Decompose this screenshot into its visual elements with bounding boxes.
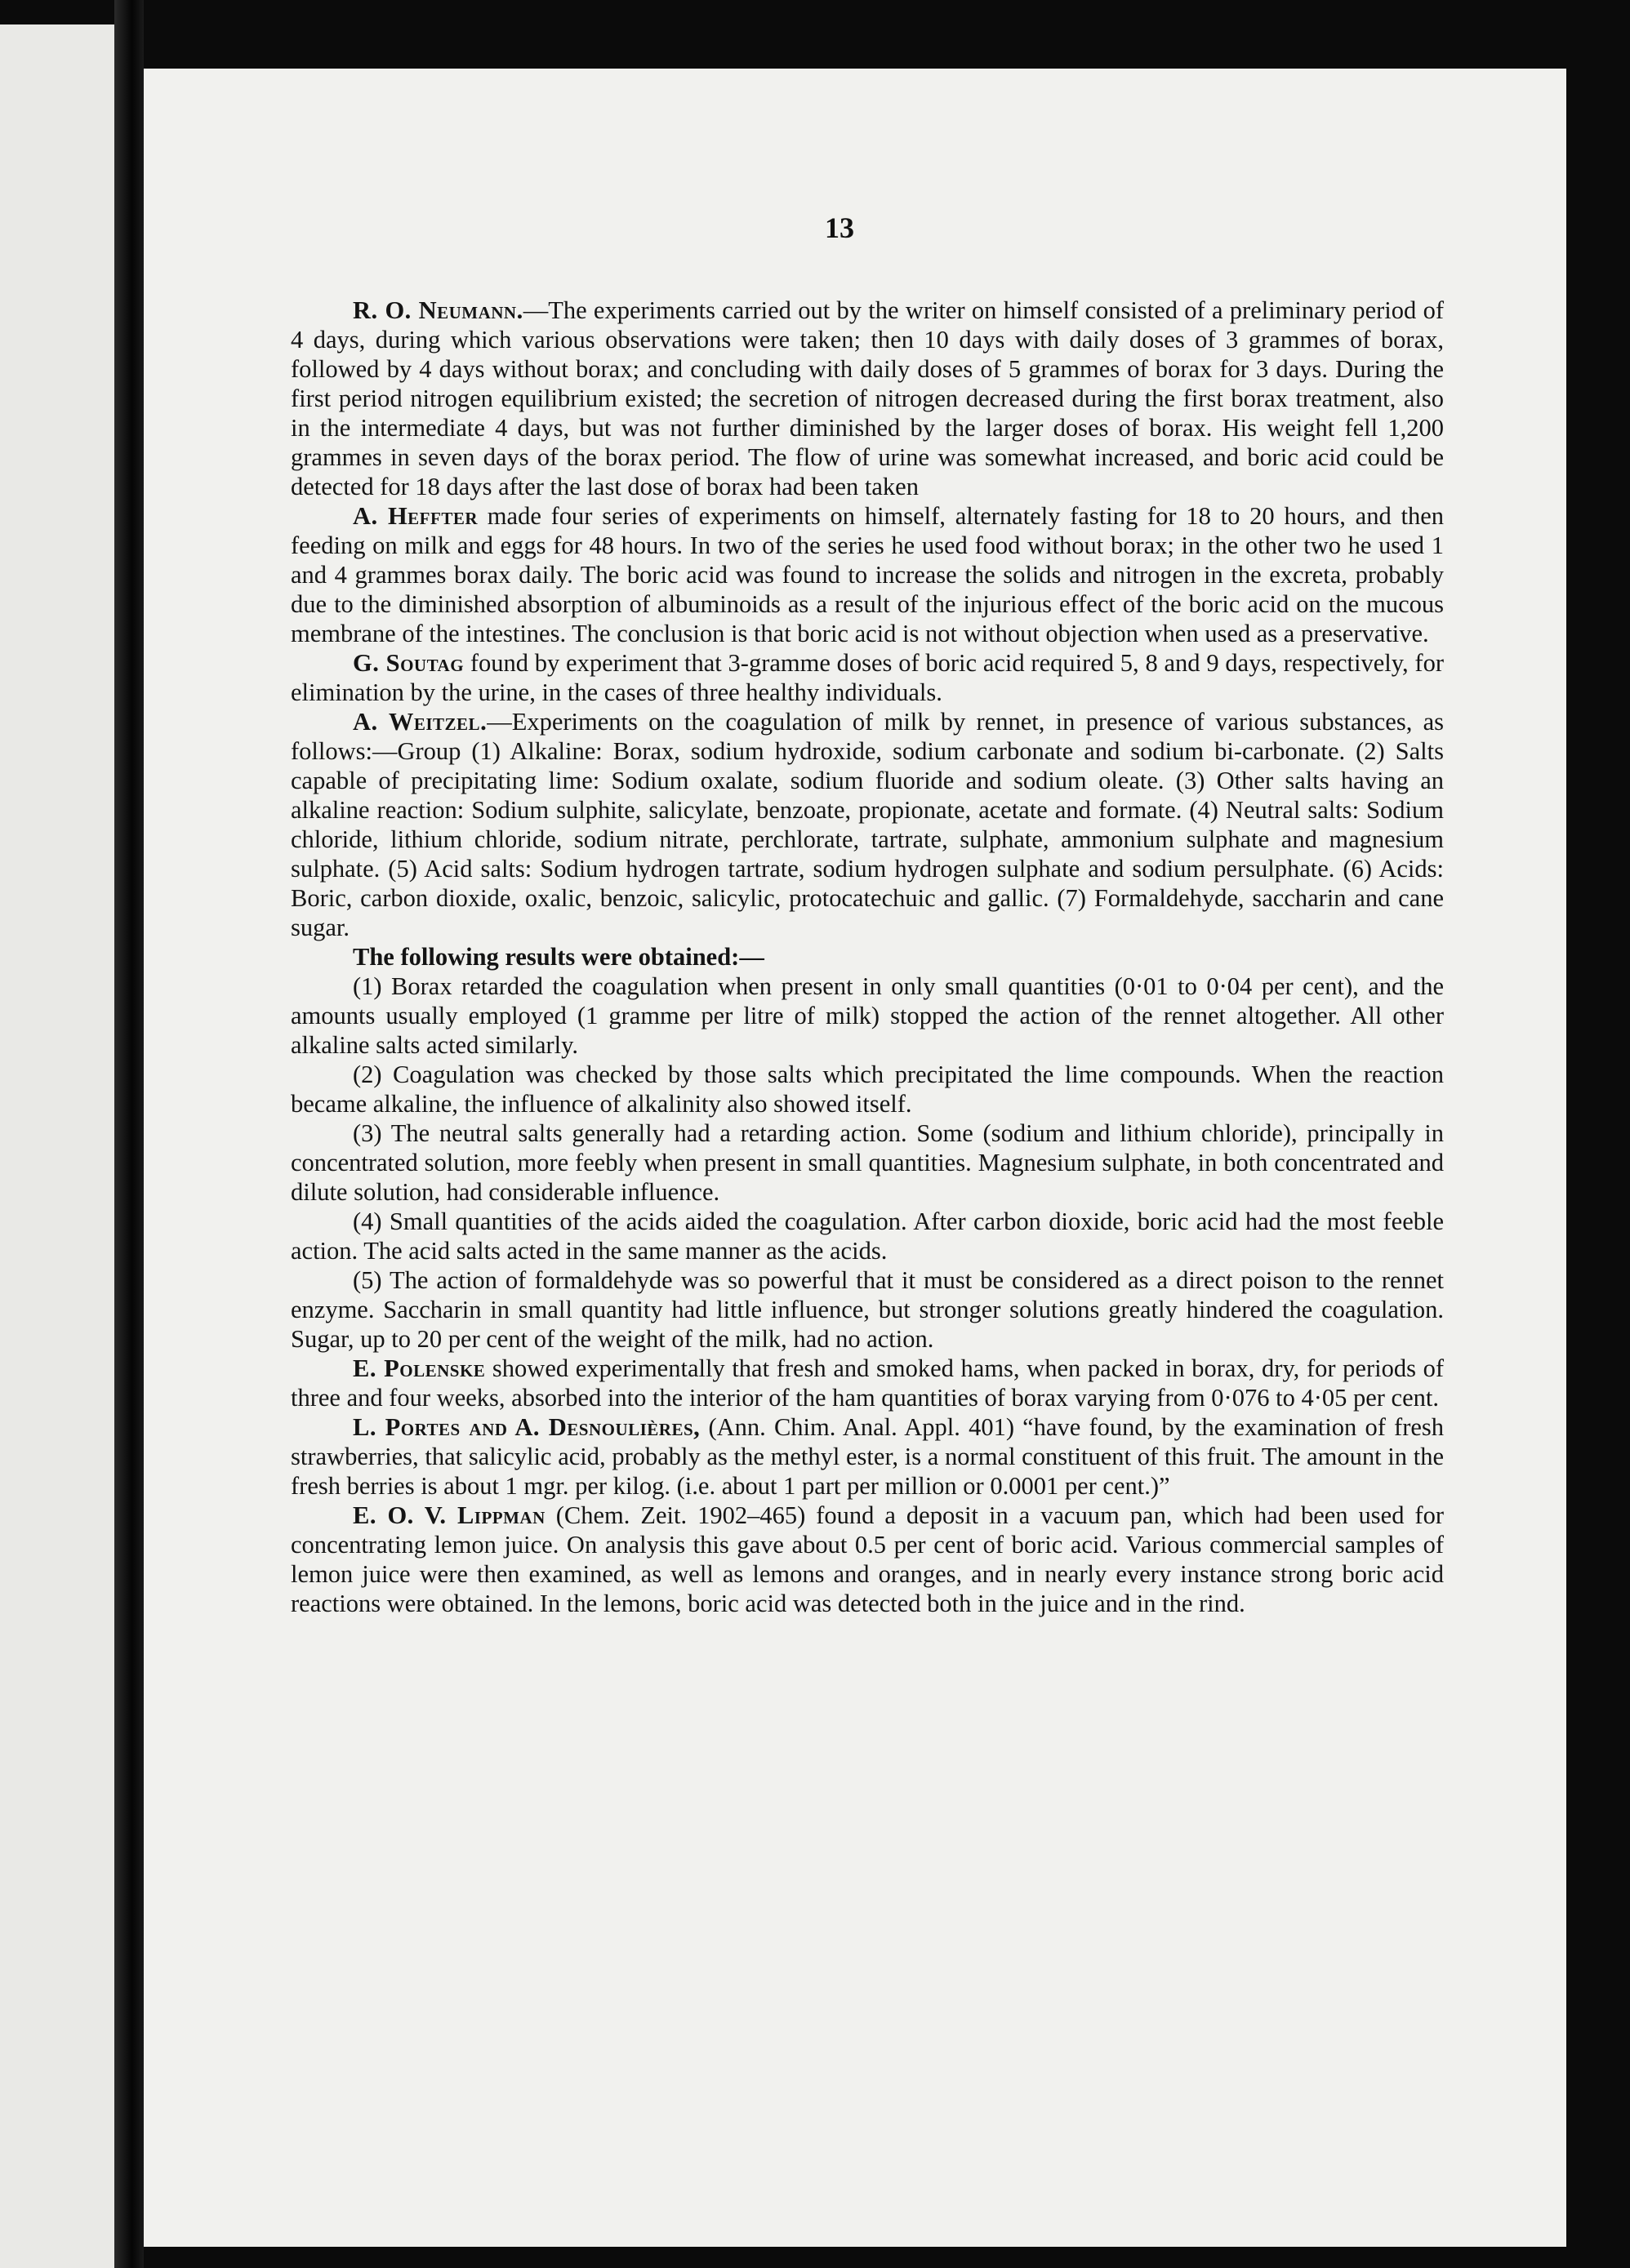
author-name: A. Heffter [353, 502, 479, 530]
page-body [291, 296, 1444, 1618]
paragraph-text: (Chem. Zeit. 1902–465) found a deposit in a vacuum pan, which had been used for concentrating lemon juice. On analysis this gave about 0.5 per cent of boric acid. Various commercial samples of lemon juice were then examined, as well as lemons and oranges, and in nearly every instance strong boric acid reactions were obtained. In the lemons, boric acid was detected both in the juice and in the rind. [291, 1501, 1444, 1617]
paragraph-text: —The experiments carried out by the writer on himself consisted of a preliminary period of 4 days, during which various observations were taken; then 10 days with daily doses of 3 grammes of borax, followed by 4 days without borax; and concluding with daily doses of 5 grammes of borax for 3 days. During the first period nitrogen equilibrium existed; the secretion of nitrogen decreased during the first borax treatment, also in the intermediate 4 days, but was not further diminished by the larger doses of borax. His weight fell 1,200 grammes in seven days of the borax period. The flow of urine was somewhat increased, and boric acid could be detected for 18 days after the last dose of borax had been taken [291, 296, 1444, 500]
page-number: 13 [825, 211, 854, 244]
result-item: (1) Borax retarded the coagulation when present in only small quantities (0·01 to 0·04 per cent), and the amounts usually employed (1 gramme per litre of milk) stopped the action of the rennet altogether. All other alkaline salts acted similarly. [291, 972, 1444, 1059]
paragraph-soutag [291, 648, 1444, 707]
author-name: G. Soutag [353, 649, 465, 677]
paragraph-text: (Ann. Chim. Anal. Appl. 401) “have found, by the examination of fresh strawberries, that salicylic acid, probably as the methyl ester, is a normal constituent of this fruit. The amount in the fresh berries is about 1 mgr. per kilog. (i.e. about 1 part per million or 0.0001 per cent.)” [291, 1413, 1445, 1500]
result-item: (4) Small quantities of the acids aided the coagulation. After carbon dioxide, boric acid had the most feeble action. The acid salts acted in the same manner as the acids. [291, 1207, 1444, 1265]
paragraph-text: showed experimentally that fresh and smoked hams, when packed in borax, dry, for periods of three and four weeks, absorbed into the interior of the ham quantities of borax varying from 0·076 to 4·05 per cent. [291, 1354, 1444, 1412]
author-name: A. Weitzel. [353, 708, 488, 736]
result-item: (3) The neutral salts generally had a retarding action. Some (sodium and lithium chloride), principally in concentrated solution, more feebly when present in small quantities. Magnesium sulphate, in both concentrated and dilute solution, had considerable influence. [291, 1119, 1444, 1206]
author-name: L. Portes and A. Desnoulières, [353, 1413, 701, 1441]
paragraph-portes [291, 1412, 1444, 1501]
result-item: (2) Coagulation was checked by those salts which precipitated the lime compounds. When the reaction became alkaline, the influence of alkalinity also showed itself. [291, 1061, 1444, 1118]
author-name: R. O. Neumann. [353, 296, 523, 324]
paragraph-text: made four series of experiments on himself, alternately fasting for 18 to 20 hours, and then feeding on milk and eggs for 48 hours. In two of the series he used food without borax; in the other two he used 1 and 4 grammes borax daily. The boric acid was found to increase the solids and nitrogen in the excreta, probably due to the diminished absorption of albuminoids as a result of the injurious effect of the boric acid on the mucous membrane of the intestines. The conclusion is that boric acid is not without objection when used as a preservative. [291, 502, 1444, 647]
paragraph-text: —Experiments on the coagulation of milk by rennet, in presence of various substances, as follows:—Group (1) Alkaline: Borax, sodium hydroxide, sodium carbonate and sodium bi-carbonate. (2) Salts capable of precipitating lime: Sodium oxalate, sodium fluoride and sodium oleate. (3) Other salts having an alkaline reaction: Sodium sulphite, salicylate, benzoate, propionate, acetate and formate. (4) Neutral salts: Sodium chloride, lithium chloride, sodium nitrate, perchlorate, tartrate, sulphate, ammonium sulphate and magnesium sulphate. (5) Acid salts: Sodium hydrogen tartrate, sodium hydrogen sulphate and sodium persulphate. (6) Acids: Boric, carbon dioxide, oxalic, benzoic, salicylic, protocatechuic and gallic. (7) Formaldehyde, saccharin and cane sugar. [291, 708, 1444, 941]
result-item: (5) The action of formaldehyde was so powerful that it must be considered as a direct poison to the rennet enzyme. Saccharin in small quantity had little influence, but stronger solutions greatly hindered the coagulation. Sugar, up to 20 per cent of the weight of the milk, had no action. [291, 1266, 1444, 1353]
paragraph-neumann [291, 296, 1444, 501]
paragraph-polenske [291, 1354, 1444, 1412]
author-name: E. O. V. Lippman [353, 1501, 546, 1529]
author-name: E. Polenske [353, 1354, 486, 1382]
paragraph-heffter [291, 501, 1444, 648]
paragraph-lippman [291, 1501, 1444, 1618]
book-gutter [114, 0, 144, 2268]
adjacent-page-edge [0, 24, 114, 2268]
results-intro: The following results were obtained:— [353, 943, 764, 971]
paragraph-text: found by experiment that 3-gramme doses of boric acid required 5, 8 and 9 days, respectively, for elimination by the urine, in the cases of three healthy individuals. [291, 649, 1444, 706]
paragraph-weitzel [291, 707, 1444, 942]
